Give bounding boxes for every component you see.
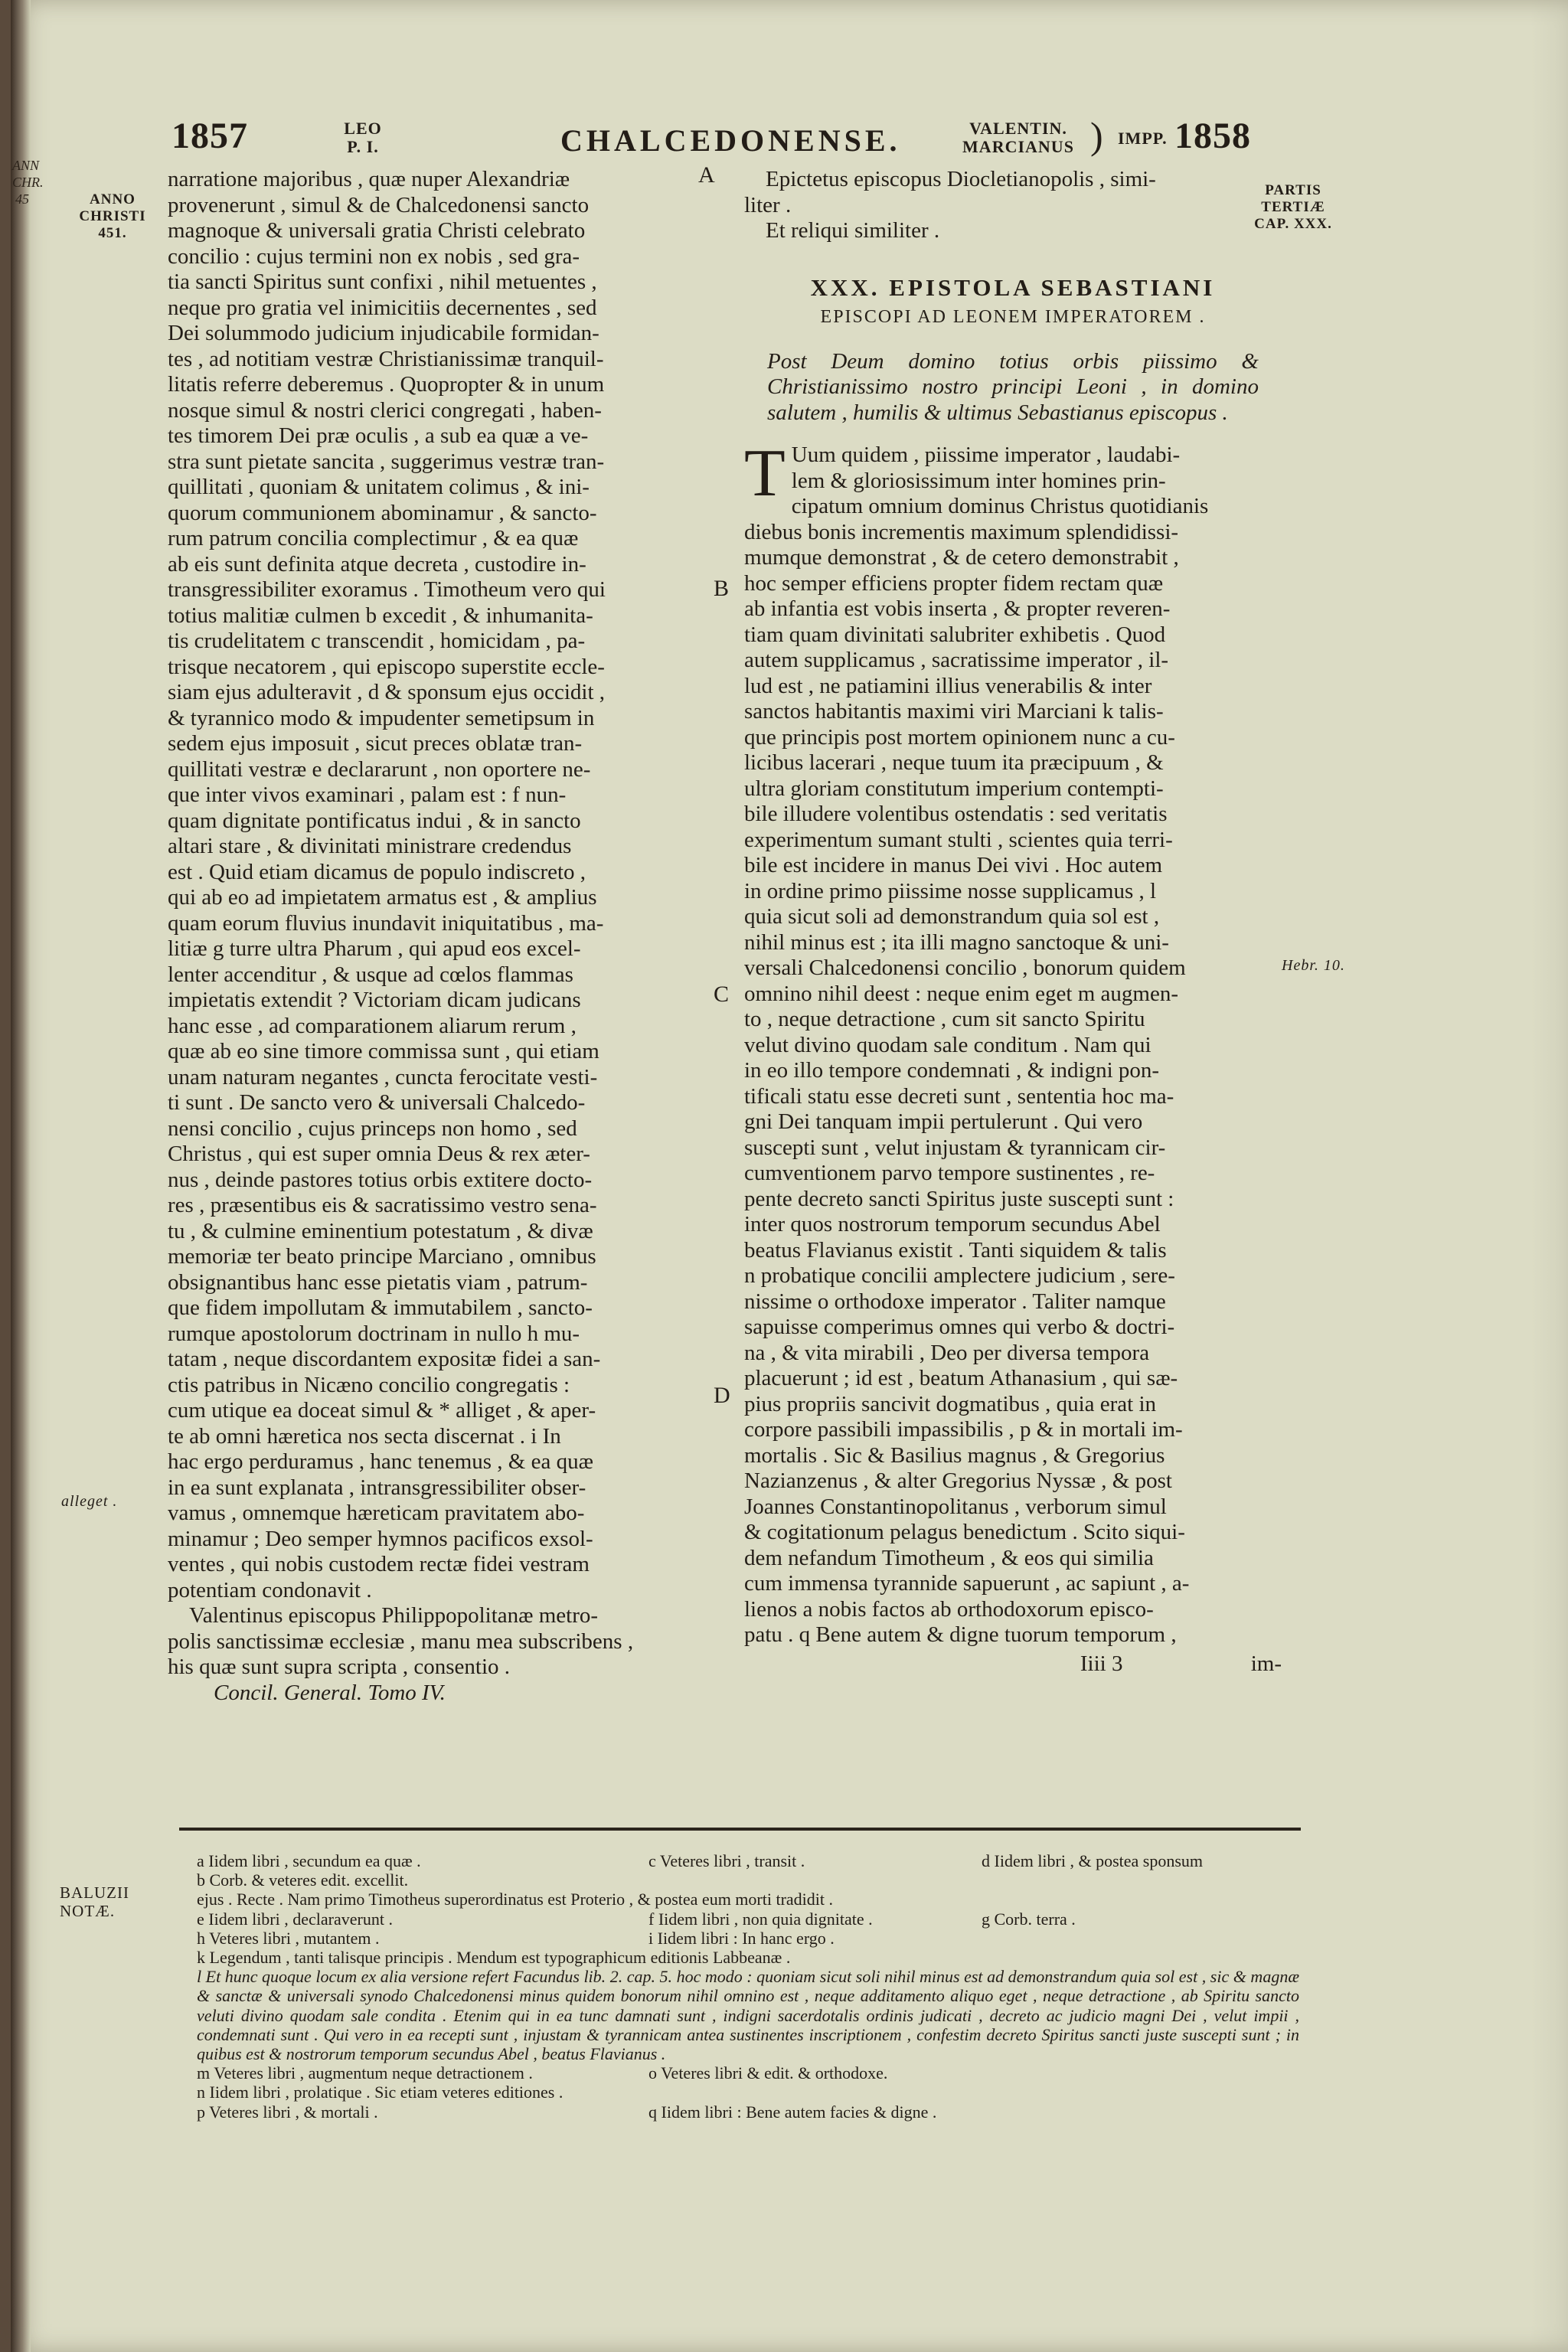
section-letter-d: D — [714, 1383, 730, 1408]
previous-page-edge — [11, 0, 44, 2352]
text-line: in ea sunt explanata , intransgressibiliter obser- — [168, 1475, 586, 1500]
text-line: n probatique concilii amplectere judicium , sere- — [744, 1263, 1175, 1288]
footnote: f Iidem libri , non quia dignitate . — [648, 1909, 873, 1929]
footnote: i Iidem libri : In hanc ergo . — [648, 1928, 835, 1948]
text-line: totius malitiæ culmen b excedit , & inhumanita- — [168, 603, 593, 628]
text-line: qui ab eo ad impietatem armatus est , & amplius — [168, 885, 597, 910]
text-line: siam ejus adulteravit , d & sponsum ejus occidit , — [168, 680, 606, 704]
text-line: nissime o orthodoxe imperator . Taliter namque — [744, 1289, 1166, 1314]
text-line: tiam quam divinitati salubriter exhibetis . Quod — [744, 622, 1166, 647]
section-letter-a: A — [698, 162, 715, 188]
footnote: g Corb. terra . — [982, 1909, 1076, 1929]
footnote-line — [197, 1948, 1299, 1967]
text-line: beatus Flavianus existit . Tanti siquidem & talis — [744, 1237, 1167, 1263]
text-line: inter quos nostrorum temporum secundus Abel — [744, 1212, 1161, 1236]
text-line: Epictetus episcopus Diocletianopolis , simi- — [766, 167, 1156, 191]
edge-anno: ANN CHR. 45 — [12, 158, 44, 207]
right-column — [744, 167, 1282, 1677]
text-line: minamur ; Deo semper hymnos pacificos exsol- — [168, 1526, 593, 1551]
footnote-line — [197, 1890, 1299, 1909]
page-edge-shade — [1530, 0, 1568, 2352]
text-line: bile est incidere in manus Dei vivi . Hoc autem — [744, 853, 1163, 877]
text-line: impietatis extendit ? Victoriam dicam judicans — [168, 988, 581, 1012]
text-line: hanc esse , ad comparationem aliarum rerum , — [168, 1013, 577, 1038]
text-line: velut divino quodam sale conditum . Nam qui — [744, 1032, 1152, 1057]
text-line: bile illudere volentibus ostendatis : sed veritatis — [744, 802, 1168, 826]
text-line: versali Chalcedonensi concilio , bonorum quidem — [744, 956, 1186, 980]
footnote: k Legendum , tanti talisque principis . Mendum est typographicum editionis Labbeanæ . — [197, 1947, 791, 1967]
text-line: memoriæ ter beato principe Marciano , omnibus — [168, 1244, 596, 1269]
text-line: magnoque & universali gratia Christi celebrato — [168, 218, 586, 243]
text-line: patu . q Bene autem & digne tuorum temporum , — [744, 1622, 1177, 1647]
footnote: o Veteres libri & edit. & orthodoxe. — [648, 2063, 888, 2083]
text-line: hoc semper efficiens propter fidem rectam quæ — [744, 570, 1164, 596]
text-line: tes timorem Dei præ oculis , a sub ea quæ a ve- — [168, 423, 589, 448]
text-line: quorum communionem abominamur , & sancto- — [168, 500, 597, 525]
baluzii-notae-label: BALUZII NOTÆ. — [60, 1883, 129, 1920]
text-line: sedem ejus imposuit , sicut preces oblatæ tran- — [168, 731, 583, 756]
volume-footer: Concil. General. Tomo IV. — [214, 1680, 446, 1705]
epistle-title: XXX. EPISTOLA SEBASTIANI — [810, 273, 1216, 301]
footnote-line — [197, 1870, 1299, 1890]
section-letter-b: B — [714, 576, 730, 601]
footnote: ejus . Recte . Nam primo Timotheus superordinatus est Proterio , & postea eum morti tradidit . — [197, 1890, 834, 1909]
footnotes — [197, 1851, 1299, 2122]
text-line: sapuisse comperimus omnes qui verbo & doctri- — [744, 1315, 1175, 1339]
header-leo: LEO P. I. — [344, 119, 382, 156]
text-line: unam naturam negantes , cuncta ferocitate vesti- — [168, 1064, 598, 1089]
header-impp: IMPP. — [1118, 129, 1168, 148]
page-number-left: 1857 — [172, 116, 248, 156]
text-line: neque pro gratia vel inimicitiis decernentes , sed — [168, 295, 597, 320]
running-title: CHALCEDONENSE. — [560, 123, 901, 158]
book-page — [11, 0, 1568, 2352]
page-number-right: 1858 — [1174, 116, 1251, 156]
text-line: Christus , qui est super omnia Deus & rex æter- — [168, 1142, 590, 1166]
text-line: provenerunt , simul & de Chalcedonensi sancto — [168, 192, 590, 217]
text-line: pius propriis sancivit dogmatibus , quia erat in — [744, 1391, 1157, 1416]
footnote-l: l Et hunc quoque locum ex alia versione refert Facundus lib. 2. cap. 5. hoc modo : quoniam sicut soli nihil minus est ad demonstrandum quia sol est , sic & magnæ & sanctæ & universali synodo Chalcedonensi minus quidem bonorum nihil omnino est , neque additamento aliquo eget , neque detractione , ab Spiritu sancto veluti divino quodam sale condita . Etenim qui in ea tunc damnati sunt , indigni sacerdotalis ordinis judicati , decreto ac judicio magni Dei , velut impii , condemnati sunt . Qui vero in ea recepti sunt , injustam & tyrannicam antea sustinentes inscriptionem , confestim decreto Spiritus sancti juste suscepti sunt ; in quibus est & nostrorum temporum secundus Abel , beatus Flavianus . — [197, 1967, 1299, 2063]
text-line: lenter accenditur , & usque ad cœlos flammas — [168, 962, 573, 987]
text-line: litiæ g turre ultra Pharum , qui apud eos excel- — [168, 936, 581, 961]
footnote-line — [197, 2063, 1299, 2082]
text-line: ab eis sunt definita atque decreta , custodire in- — [168, 551, 586, 577]
text-line: narratione majoribus , quæ nuper Alexandriæ — [168, 167, 570, 191]
text-line: Uum quidem , piissime imperator , laudabi- — [791, 443, 1181, 467]
footnote-rule — [179, 1828, 1301, 1831]
text-line: experimentum sumant stulti , scientes quia terri- — [744, 827, 1173, 852]
footnote: c Veteres libri , transit . — [648, 1851, 805, 1870]
footnote: p Veteres libri , & mortali . — [197, 2102, 378, 2122]
text-line: tia sancti Spiritus sunt confixi , nihil metuentes , — [168, 270, 597, 294]
text-line: lienos a nobis factos ab orthodoxorum episco- — [744, 1596, 1154, 1622]
text-line: & cogitationum pelagus benedictum . Scito siqui- — [744, 1520, 1185, 1544]
text-line: concilio : cujus termini non ex nobis , sed gra- — [168, 243, 580, 269]
text-line: tu , & culmine eminentium potestatum , & divæ — [168, 1218, 593, 1243]
text-line: Joannes Constantinopolitanus , verborum simul — [744, 1494, 1167, 1519]
epistle-salutation: Post Deum domino totius orbis piissimo & Christianissimo nostro principi Leoni , in domino salutem , humilis & ultimus Sebastianus episcopus . — [767, 348, 1259, 425]
section-letter-c: C — [714, 982, 730, 1007]
text-line: pente decreto sancti Spiritus juste suscepti sunt : — [744, 1186, 1174, 1211]
text-line: diebus bonis incrementis maximum splendidissi- — [744, 519, 1179, 544]
text-line: cipatum omnium dominus Christus quotidianis — [791, 494, 1209, 518]
epistle-subtitle: EPISCOPI AD LEONEM IMPERATOREM . — [820, 307, 1206, 327]
text-line: quillitati , quoniam & unitatem colimus , & ini- — [168, 475, 590, 499]
text-line: quam eorum fluvius inundavit iniquitatibus , ma- — [168, 910, 604, 936]
footnote-line — [197, 1851, 1299, 1870]
text-line: nihil minus est ; ita illi magno sanctoque & uni- — [744, 929, 1169, 955]
footnote: a Iidem libri , secundum ea quæ . — [197, 1851, 421, 1870]
text-line: potentiam condonavit . — [168, 1577, 372, 1602]
footnote: e Iidem libri , declaraverunt . — [197, 1909, 393, 1929]
epistle-body — [744, 436, 1282, 1648]
margin-alleget: alleget . — [61, 1493, 118, 1510]
text-line: obsignantibus hanc esse pietatis viam , patrum- — [168, 1269, 588, 1295]
anno-christi-note: ANNO CHRISTI 451. — [79, 191, 146, 241]
text-line: hac ergo perduramus , hanc tenemus , & ea quæ — [168, 1449, 593, 1474]
text-line: tificali statu esse decreti sunt , sententia hoc ma- — [744, 1083, 1174, 1109]
text-line: to , neque detractione , cum sit sancto Spiritu — [744, 1007, 1145, 1031]
text-line: vamus , omnemque hæreticam pravitatem abo- — [168, 1501, 585, 1525]
text-line: Et reliqui similiter . — [766, 218, 940, 243]
text-line: trisque necatorem , qui episcopo superstite eccle- — [168, 654, 605, 679]
text-line: mumque demonstrat , & de cetero demonstrabit , — [744, 545, 1179, 570]
text-line: lem & gloriosissimum inter homines prin- — [791, 468, 1166, 493]
text-line: cumventionem parvo tempore sustinentes , re- — [744, 1161, 1155, 1185]
text-line: cum immensa tyrannide sapuerunt , ac sapiunt , a- — [744, 1571, 1190, 1596]
text-line: ab infantia est vobis inserta , & propter reveren- — [744, 596, 1171, 621]
text-line: nensi concilio , cujus princeps non homo , sed — [168, 1116, 577, 1141]
text-line: rum patrum concilia complectimur , & ea quæ — [168, 526, 579, 550]
text-line: que principis post mortem opinionem nunc a cu- — [744, 724, 1175, 750]
text-line: tis crudelitatem c transcendit , homicidam , pa- — [168, 629, 586, 653]
text-line: his quæ sunt supra scripta , consentio . — [168, 1655, 511, 1679]
footnote: q Iidem libri : Bene autem facies & digne . — [648, 2102, 937, 2122]
text-line: quillitati vestræ e declararunt , non oportere ne- — [168, 756, 591, 782]
text-line: ti sunt . De sancto vero & universali Chalcedo- — [168, 1090, 586, 1115]
text-line: transgressibiliter exoramus . Timotheum vero qui — [168, 577, 606, 602]
text-line: Valentinus episcopus Philippopolitanæ metro- — [189, 1603, 599, 1628]
text-line: quia sicut soli ad demonstrandum quia sol est , — [744, 904, 1160, 929]
catchword: im- — [1250, 1651, 1282, 1676]
footnote-line — [197, 2082, 1299, 2102]
text-line: ultra gloriam constitutum imperium contempti- — [744, 776, 1164, 801]
text-line: gni Dei tanquam impii pertulerunt . Qui vero — [744, 1109, 1143, 1134]
header-brace: ) — [1090, 114, 1103, 157]
text-line: ctis patribus in Nicæno concilio congregatis : — [168, 1372, 570, 1397]
footnote: d Iidem libri , & postea sponsum — [982, 1851, 1204, 1870]
text-line: tes , ad notitiam vestræ Christianissimæ tranquil- — [168, 346, 604, 371]
text-line: que inter vivos examinari , palam est : f nun- — [168, 782, 567, 807]
text-line: est . Quid etiam dicamus de populo indiscreto , — [168, 859, 586, 884]
text-line: omnino nihil deest : neque enim eget m augmen- — [744, 981, 1178, 1006]
text-line: stra sunt pietate sancita , suggerimus vestræ tran- — [168, 449, 605, 474]
text-line: te ab omni hæretica nos secta discernat . i In — [168, 1423, 561, 1449]
partis-tertiae-note: PARTIS TERTIÆ CAP. XXX. — [1254, 182, 1332, 232]
text-line: tatam , neque discordantem expositæ fidei a san- — [168, 1347, 601, 1371]
text-line: Nazianzenus , & alter Gregorius Nyssæ , & post — [744, 1468, 1172, 1493]
text-line: sanctos habitantis maximi viri Marciani k talis- — [744, 699, 1164, 724]
text-line: na , & vita mirabili , Deo per diversa tempora — [744, 1340, 1150, 1365]
text-line: corpore passibili impassibilis , p & in mortali im- — [744, 1417, 1183, 1442]
text-line: mortalis . Sic & Basilius magnus , & Gregorius — [744, 1442, 1165, 1468]
text-line: in eo illo tempore condemnati , & indigni pon- — [744, 1058, 1160, 1083]
text-line: rumque apostolorum doctrinam in nullo h mu- — [168, 1321, 580, 1346]
text-line: altari stare , & divinitati ministrare credendus — [168, 834, 572, 858]
footnote: n Iidem libri , prolatique . Sic etiam veteres editiones . — [197, 2082, 564, 2102]
text-line: que fidem impollutam & immutabilem , sancto- — [168, 1295, 593, 1320]
text-line: nosque simul & nostri clerici congregati , haben- — [168, 397, 602, 423]
signature-line — [744, 1651, 1282, 1677]
gathering-signature: Iiii 3 — [1080, 1651, 1123, 1676]
drop-capital: T — [744, 436, 786, 511]
footnote-line — [197, 1909, 1299, 1929]
text-line: autem supplicamus , sacratissime imperator , il- — [744, 648, 1169, 672]
text-line: quæ ab eo sine timore commissa sunt , qui etiam — [168, 1039, 599, 1063]
text-line: licibus lacerari , neque tuum ita præcipuum , & — [744, 750, 1164, 775]
margin-hebr: Hebr. 10. — [1282, 957, 1345, 974]
text-line: placuerunt ; id est , beatum Athanasium , qui sæ- — [744, 1366, 1178, 1390]
footnote-line — [197, 1929, 1299, 1948]
footnote-line — [197, 2102, 1299, 2122]
text-line: cum utique ea doceat simul & * alliget , & aper- — [168, 1398, 596, 1423]
text-line: lud est , ne patiamini illius venerabilis & inter — [744, 673, 1152, 698]
text-line: nus , deinde pastores totius orbis extitere docto- — [168, 1167, 593, 1192]
footnote: m Veteres libri , augmentum neque detractionem . — [197, 2063, 533, 2083]
footnote: h Veteres libri , mutantem . — [197, 1928, 380, 1948]
text-line: polis sanctissimæ ecclesiæ , manu mea subscribens , — [168, 1628, 634, 1654]
text-line: dem nefandum Timotheum , & eos qui similia — [744, 1545, 1154, 1570]
text-line: quam dignitate pontificatus indui , & in sancto — [168, 808, 581, 833]
footnote: b Corb. & veteres edit. excellit. — [197, 1870, 409, 1890]
text-line: suscepti sunt , velut injustam & tyrannicam cir- — [744, 1135, 1166, 1160]
text-line: in ordine primo piissime nosse supplicamus , l — [744, 878, 1157, 903]
text-line: litatis referre deberemus . Quopropter & in unum — [168, 372, 605, 397]
left-column — [168, 167, 719, 1706]
text-line: & tyrannico modo & impudenter semetipsum in — [168, 705, 595, 730]
header-emperors: VALENTIN. MARCIANUS — [962, 119, 1074, 156]
text-line: res , præsentibus eis & sacratissimo vestro sena- — [168, 1193, 597, 1217]
text-line: liter . — [744, 192, 792, 217]
text-line: Dei solummodo judicium injudicabile formidan- — [168, 321, 599, 345]
text-line: ventes , qui nobis custodem rectæ fidei vestram — [168, 1552, 590, 1576]
